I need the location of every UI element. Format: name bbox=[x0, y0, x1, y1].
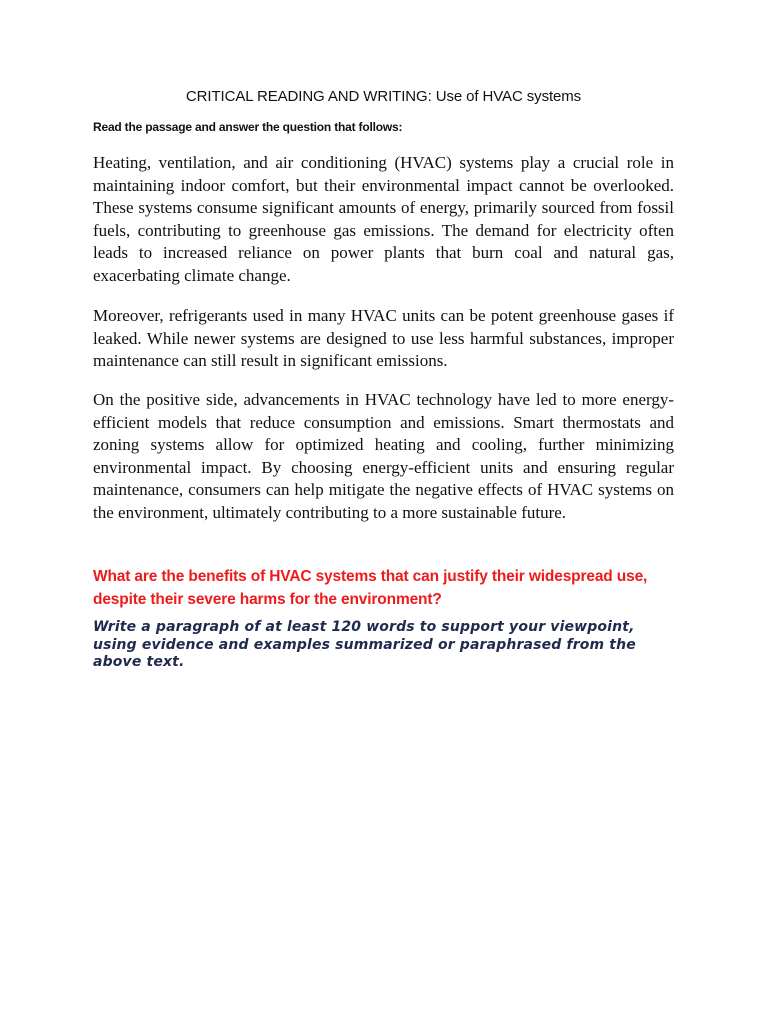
passage-paragraph-3: On the positive side, advancements in HVAC technology have led to more energy-efficient models that reduce consumption and emissions. Smart thermostats and zoning systems allow for optimized heating and cooling, further minimizing environmental impact. By choosing energy-efficient units and ensuring regular maintenance, consumers can help mitigate the negative effects of HVAC systems on the environment, ultimately contributing to a more sustainable future. bbox=[93, 390, 674, 522]
passage-paragraph-1: Heating, ventilation, and air conditioning (HVAC) systems play a crucial role in maintaining indoor comfort, but their environmental impact cannot be overlooked. These systems consume significant amounts of energy, primarily sourced from fossil fuels, contributing to greenhouse gas emissions. The demand for electricity often leads to increased reliance on power plants that burn coal and natural gas, exacerbating climate change. bbox=[93, 153, 674, 285]
writing-task-text: Write a paragraph of at least 120 words to support your viewpoint, using evidence and examples summarized or paraphrased from the above text. bbox=[93, 619, 636, 670]
instruction-text: Read the passage and answer the question that follows: bbox=[93, 120, 403, 134]
question-text: What are the benefits of HVAC systems that can justify their widespread use, despite their severe harms for the environment? bbox=[93, 568, 648, 608]
document-title: CRITICAL READING AND WRITING: Use of HVAC systems bbox=[185, 88, 582, 105]
passage-paragraph-2: Moreover, refrigerants used in many HVAC units can be potent greenhouse gases if leaked. While newer systems are designed to use less harmful substances, improper maintenance can still result in significant emissions. bbox=[93, 306, 674, 371]
